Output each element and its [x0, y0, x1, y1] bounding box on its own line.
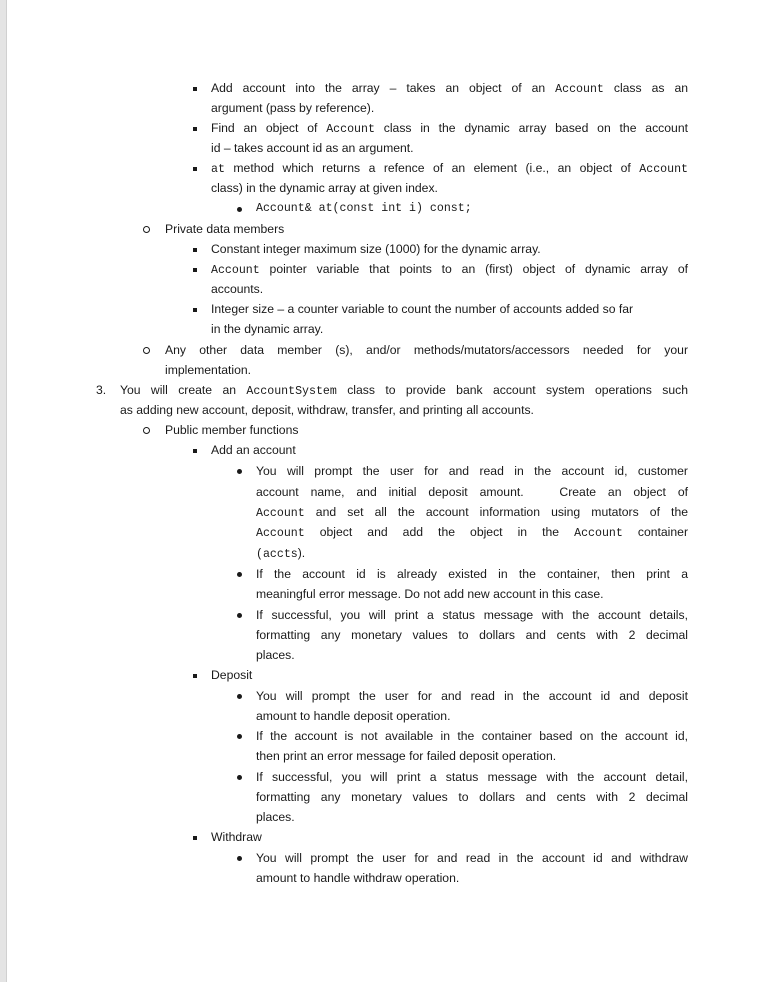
text-line: in the dynamic array.: [211, 322, 324, 336]
round-bullet-icon: [237, 572, 242, 577]
text-line: You will prompt the user for and read in the account id and deposit: [256, 689, 688, 703]
text-line: id – takes account id as an argument.: [211, 141, 414, 155]
square-bullet-icon: [193, 167, 197, 171]
text-line: implementation.: [165, 363, 252, 377]
text-line: accounts.: [211, 282, 264, 296]
text-line: Add account into the array – takes an object of an Account class as an: [211, 81, 688, 96]
text-line: You will prompt the user for and read in the account id and withdraw: [256, 851, 688, 865]
text-line: amount to handle deposit operation.: [256, 709, 451, 723]
subsection-heading: Withdraw: [211, 830, 262, 844]
text-line: then print an error message for failed deposit operation.: [256, 749, 557, 763]
subsection-heading: Add an account: [211, 443, 296, 457]
circle-bullet-icon: [143, 427, 150, 434]
round-bullet-icon: [237, 856, 242, 861]
list-number: 3.: [96, 383, 107, 397]
section-heading: Private data members: [165, 222, 285, 236]
text-line: Integer size – a counter variable to count the number of accounts added so far: [211, 302, 634, 316]
text-line: If the account id is already existed in the container, then print a: [256, 567, 688, 581]
square-bullet-icon: [193, 268, 197, 272]
text-line: You will create an AccountSystem class to provide bank account system operations such: [120, 383, 688, 398]
square-bullet-icon: [193, 127, 197, 131]
square-bullet-icon: [193, 308, 197, 312]
round-bullet-icon: [237, 734, 242, 739]
code-signature: Account& at(const int i) const;: [256, 202, 472, 215]
text-line: Account and set all the account information using mutators of the: [256, 505, 688, 520]
subsection-heading: Deposit: [211, 668, 253, 682]
text-line: at method which returns a refence of an element (i.e., an object of Account: [211, 161, 688, 176]
text-line: meaningful error message. Do not add new account in this case.: [256, 587, 604, 601]
round-bullet-icon: [237, 613, 242, 618]
round-bullet-icon: [237, 775, 242, 780]
text-line: If the account is not available in the container based on the account id,: [256, 729, 688, 743]
square-bullet-icon: [193, 248, 197, 252]
text-line: (accts).: [256, 546, 306, 561]
text-line: Constant integer maximum size (1000) for the dynamic array.: [211, 242, 541, 256]
section-heading: Public member functions: [165, 423, 299, 437]
square-bullet-icon: [193, 674, 197, 678]
text-line: argument (pass by reference).: [211, 101, 375, 115]
round-bullet-icon: [237, 207, 242, 212]
text-line: class) in the dynamic array at given index.: [211, 181, 438, 195]
text-line: as adding new account, deposit, withdraw, transfer, and printing all accounts.: [120, 403, 534, 417]
text-line: formatting any monetary values to dollars and cents with 2 decimal: [256, 790, 688, 804]
text-line: amount to handle withdraw operation.: [256, 871, 460, 885]
square-bullet-icon: [193, 87, 197, 91]
circle-bullet-icon: [143, 347, 150, 354]
text-line: If successful, you will print a status message with the account detail,: [256, 770, 688, 784]
text-line: If successful, you will print a status message with the account details,: [256, 608, 688, 622]
text-line: Account object and add the object in the Account container: [256, 525, 689, 540]
square-bullet-icon: [193, 449, 197, 453]
text-line: Account pointer variable that points to an (first) object of dynamic array of: [211, 262, 688, 277]
circle-bullet-icon: [143, 226, 150, 233]
round-bullet-icon: [237, 469, 242, 474]
text-line: places.: [256, 648, 295, 662]
round-bullet-icon: [237, 694, 242, 699]
text-line: Find an object of Account class in the dynamic array based on the account: [211, 121, 688, 136]
text-line: formatting any monetary values to dollars and cents with 2 decimal: [256, 628, 688, 642]
text-line: places.: [256, 810, 295, 824]
text-line: Any other data member (s), and/or methods/mutators/accessors needed for your: [165, 343, 688, 357]
square-bullet-icon: [193, 836, 197, 840]
text-line: You will prompt the user for and read in the account id, customer: [256, 464, 688, 478]
text-line: account name, and initial deposit amount. Create an object of: [256, 485, 688, 499]
